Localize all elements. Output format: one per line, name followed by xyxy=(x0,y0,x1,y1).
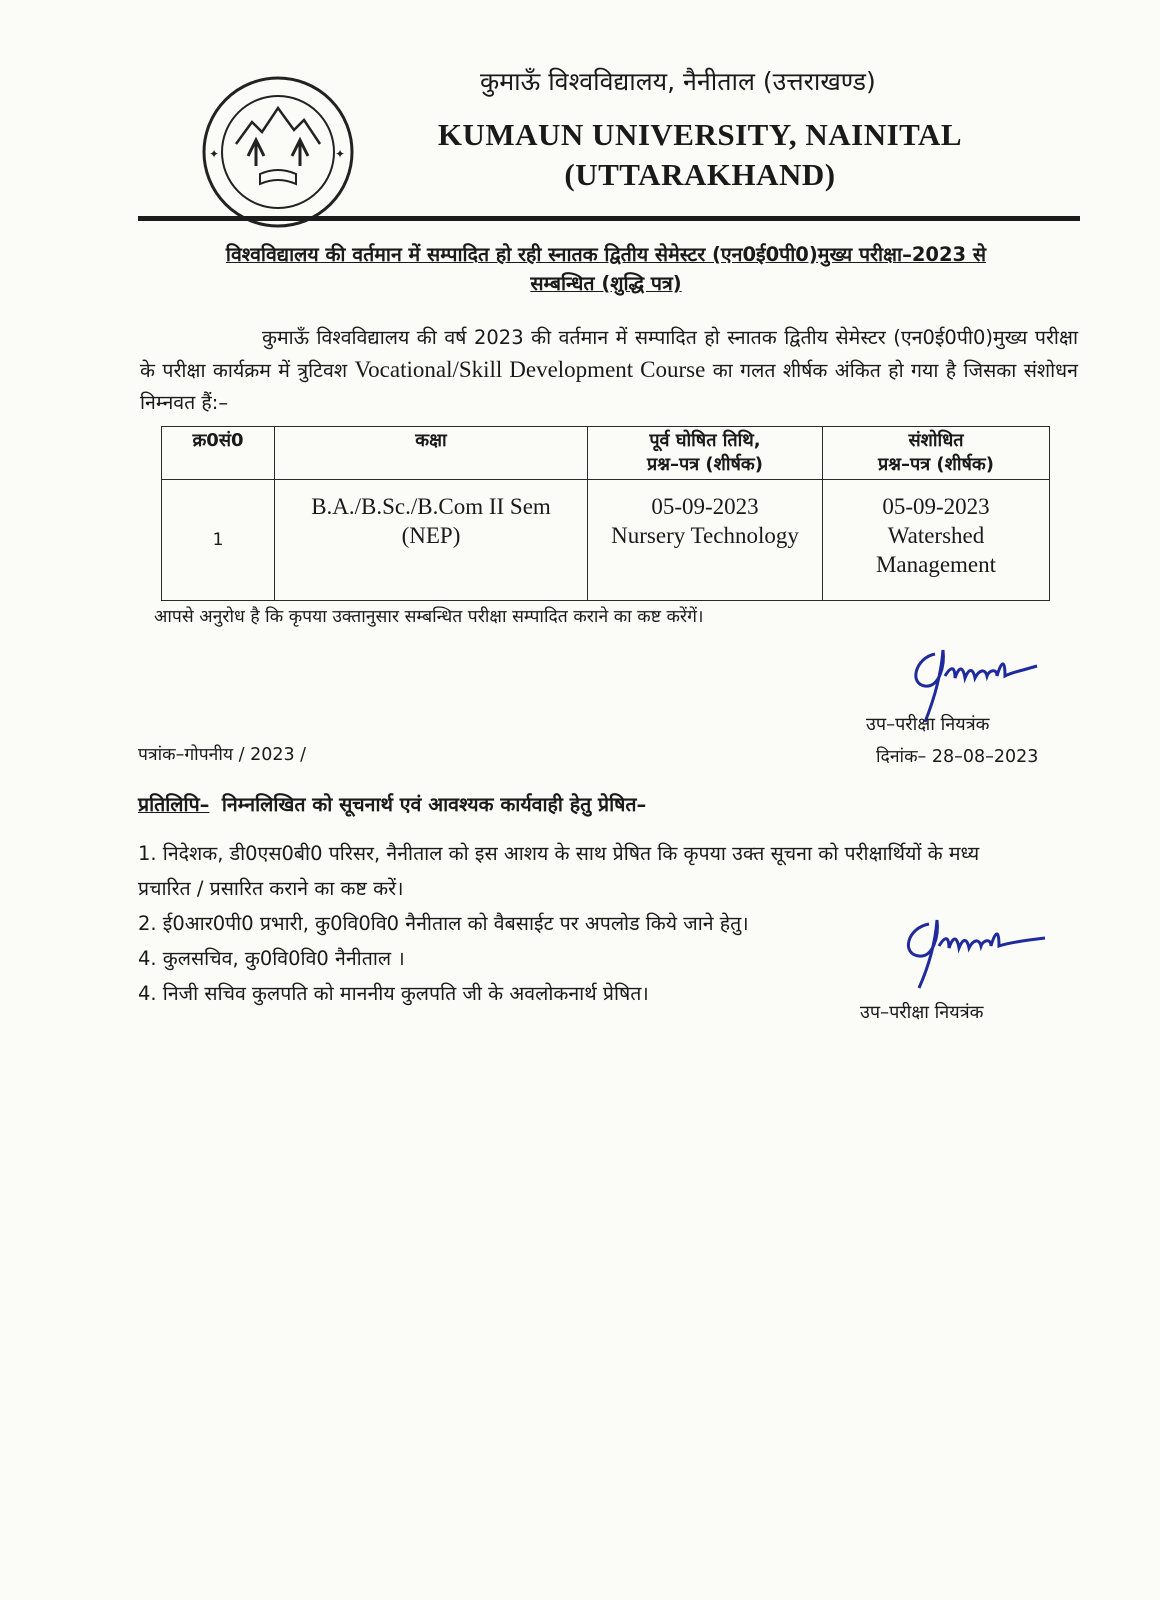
list-item: 2. ई0आर0पी0 प्रभारी, कु0वि0वि0 नैनीताल को वैबसाईट पर अपलोड किये जाने हेतु। xyxy=(138,912,749,935)
row-previous-paper: Nursery Technology xyxy=(611,523,799,548)
body-english-term: Vocational/Skill Development Course xyxy=(354,357,706,382)
header-class: कक्षा xyxy=(275,427,588,480)
signature-image xyxy=(895,910,1055,990)
header-revised-line1: संशोधित xyxy=(908,430,964,451)
body-part1: कुमाऊँ विश्वविद्यालय की वर्ष 2023 की वर्तमान में सम्पादित हो स्नातक द्वितीय सेमेस्टर (एन0ई0पी0)मुख्य परीक्षा के परीक्षा कार्यक्रम में त्रुटिवश xyxy=(140,326,1078,382)
copy-list xyxy=(138,836,998,1011)
list-item: 4. निजी सचिव कुलपति को माननीय कुलपति जी के अवलोकनार्थ प्रेषित। xyxy=(138,982,649,1005)
header-revised xyxy=(823,427,1050,480)
table-row xyxy=(162,480,1050,601)
body-part2: का गलत शीर्षक अंकित हो गया है जिसका संशोधन निम्नवत हैं:– xyxy=(140,359,1078,414)
row-revised-paper-line1: Watershed xyxy=(887,523,985,548)
row-previous-date: 05-09-2023 xyxy=(651,494,759,519)
header-previous-line1: पूर्व घोषित तिथि, xyxy=(649,430,761,451)
row-class-line1: B.A./B.Sc./B.Com II Sem xyxy=(311,494,551,519)
body-paragraph xyxy=(140,322,1078,419)
header-previous xyxy=(588,427,823,480)
copy-label: प्रतिलिपि– xyxy=(138,793,210,816)
university-name-hindi: कुमाऊँ विश्वविद्यालय, नैनीताल (उत्तराखण्ड) xyxy=(480,67,876,96)
header-rule xyxy=(138,216,1080,221)
header-sno: क्र0सं0 xyxy=(162,427,275,480)
corrigendum-table xyxy=(161,426,1050,601)
subject-line2: सम्बन्धित (शुद्धि पत्र) xyxy=(530,272,682,295)
svg-text:✦: ✦ xyxy=(209,147,220,161)
list-item: 1. निदेशक, डी0एस0बी0 परिसर, नैनीताल को इस आशय के साथ प्रेषित कि कृपया उक्त सूचना को परीक्षार्थियों के मध्य प्रचारित / प्रसारित कराने का कष्ट करें। xyxy=(138,842,980,900)
svg-text:✦: ✦ xyxy=(335,147,346,161)
row-revised-paper-line2: Management xyxy=(875,552,997,577)
row-revised xyxy=(823,480,1050,601)
header-revised-line2: प्रश्न–पत्र (शीर्षक) xyxy=(878,454,994,475)
row-class xyxy=(275,480,588,601)
university-seal xyxy=(200,74,356,230)
copy-text: निम्नलिखित को सूचनार्थ एवं आवश्यक कार्यवाही हेतु प्रेषित– xyxy=(221,793,647,816)
copy-heading xyxy=(138,790,646,817)
university-name-line1: KUMAUN UNIVERSITY, NAINITAL xyxy=(437,117,963,152)
letter-date: दिनांक– 28–08–2023 xyxy=(876,747,1039,767)
row-revised-date: 05-09-2023 xyxy=(882,494,990,519)
header-previous-line2: प्रश्न–पत्र (शीर्षक) xyxy=(647,454,763,475)
university-name-english xyxy=(380,115,1020,195)
reference-number: पत्रांक–गोपनीय / 2023 / xyxy=(138,745,307,765)
university-name-line2: (UTTARAKHAND) xyxy=(564,157,836,192)
row-class-line2: (NEP) xyxy=(401,523,461,548)
subject-heading xyxy=(150,240,1062,298)
table-header-row xyxy=(162,427,1050,480)
row-sno: 1 xyxy=(162,480,275,601)
list-item: 4. कुलसचिव, कु0वि0वि0 नैनीताल । xyxy=(138,947,405,970)
row-previous xyxy=(588,480,823,601)
copy-signatory-designation: उप–परीक्षा नियत्रंक xyxy=(860,1002,984,1023)
subject-line1: विश्वविद्यालय की वर्तमान में सम्पादित हो रही स्नातक द्वितीय सेमेस्टर (एन0ई0पी0)मुख्य परीक्षा–2023 से xyxy=(225,243,987,266)
signatory-designation: उप–परीक्षा नियत्रंक xyxy=(866,714,990,735)
request-text: आपसे अनुरोध है कि कृपया उक्तानुसार सम्बन्धित परीक्षा सम्पादित कराने का कष्ट करेंगें। xyxy=(154,607,704,627)
